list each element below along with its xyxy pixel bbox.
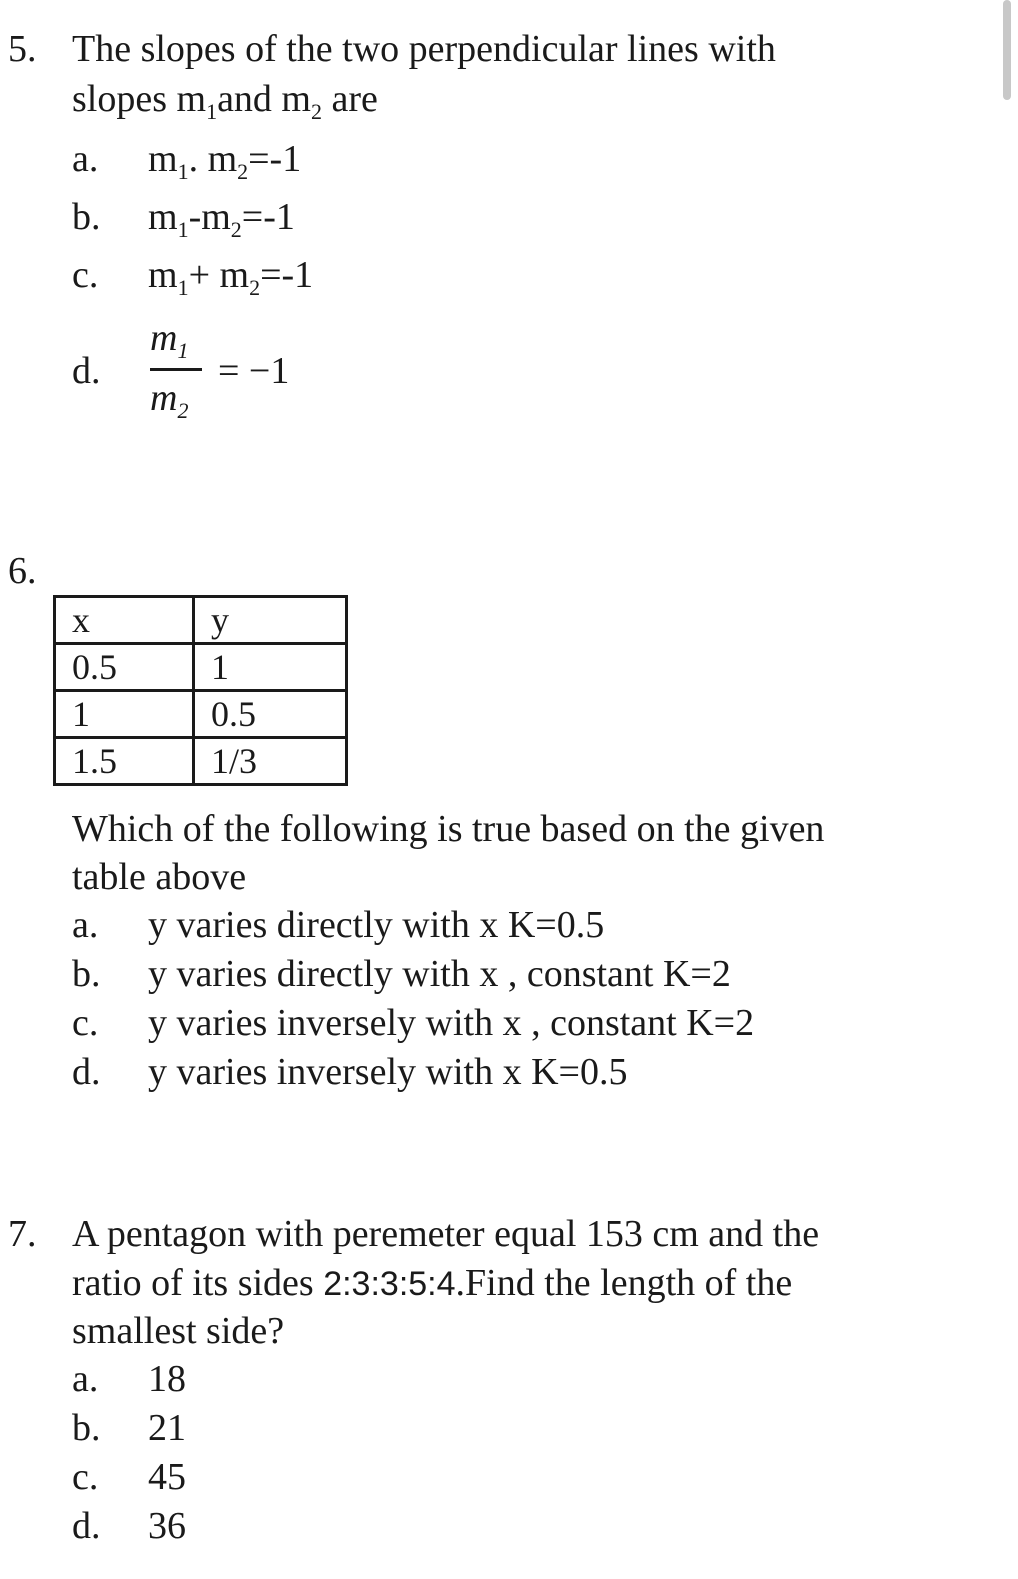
table-header-cell: y [194,597,347,644]
table-row [55,691,347,738]
table-cell: 0.5 [194,691,347,738]
table-cell: 1.5 [55,738,194,785]
data-table [53,595,348,786]
table-row [55,644,347,691]
option-text: y varies inversely with x , constant K=2 [148,1002,755,1044]
table-cell: 1 [194,644,347,691]
option-label: d. [72,1505,101,1547]
fraction [150,316,206,426]
question-text-line1: A pentagon with peremeter equal 153 cm and the [72,1213,820,1255]
scrollbar[interactable] [1003,0,1011,100]
fraction-bar [150,368,202,371]
option-label: d. [72,350,101,392]
table-header-cell: x [55,597,194,644]
question-text-line2: ratio of its sides 2:3:3:5:4.Find the length of the [72,1262,793,1304]
question-number: 6. [8,550,37,592]
option-text: y varies directly with x K=0.5 [148,904,605,946]
option-label: d. [72,1051,101,1093]
question-number: 5. [8,28,37,70]
option-label: b. [72,1407,101,1449]
option-text: 21 [148,1407,186,1449]
table-cell: 1/3 [194,738,347,785]
question-text-line1: The slopes of the two perpendicular lines with [72,28,776,70]
option-label: c. [72,1456,99,1498]
option-label: a. [72,1358,99,1400]
table-row [55,738,347,785]
table-header-row [55,597,347,644]
question-text-line3: smallest side? [72,1310,285,1352]
option-formula: $m_1$. $m_2=-1$ [148,138,302,184]
fraction-numerator: $m_1$ [150,317,189,363]
option-label: c. [72,254,99,296]
fraction-denominator: $m_2$ [150,377,189,423]
option-text: 36 [148,1505,186,1547]
option-label: b. [72,953,101,995]
question-text-line2: table above [72,856,247,898]
option-rhs: = −1 [218,350,290,392]
question-number: 7. [8,1213,37,1255]
table-cell: 0.5 [55,644,194,691]
option-formula: $m_1+ m_2=-1$ [148,254,314,300]
option-text: 18 [148,1358,186,1400]
option-label: a. [72,904,99,946]
table-cell: 1 [55,691,194,738]
option-text: y varies inversely with x K=0.5 [148,1051,628,1093]
option-label: a. [72,138,99,180]
option-formula: $m_1-m_2=-1$ [148,196,295,242]
question-text-line1: Which of the following is true based on the given [72,808,825,850]
option-text: y varies directly with x , constant K=2 [148,953,731,995]
question-text-line2: slopes $m_1and$ $m_2$ are [72,78,378,124]
option-text: 45 [148,1456,186,1498]
option-label: c. [72,1002,99,1044]
option-label: b. [72,196,101,238]
